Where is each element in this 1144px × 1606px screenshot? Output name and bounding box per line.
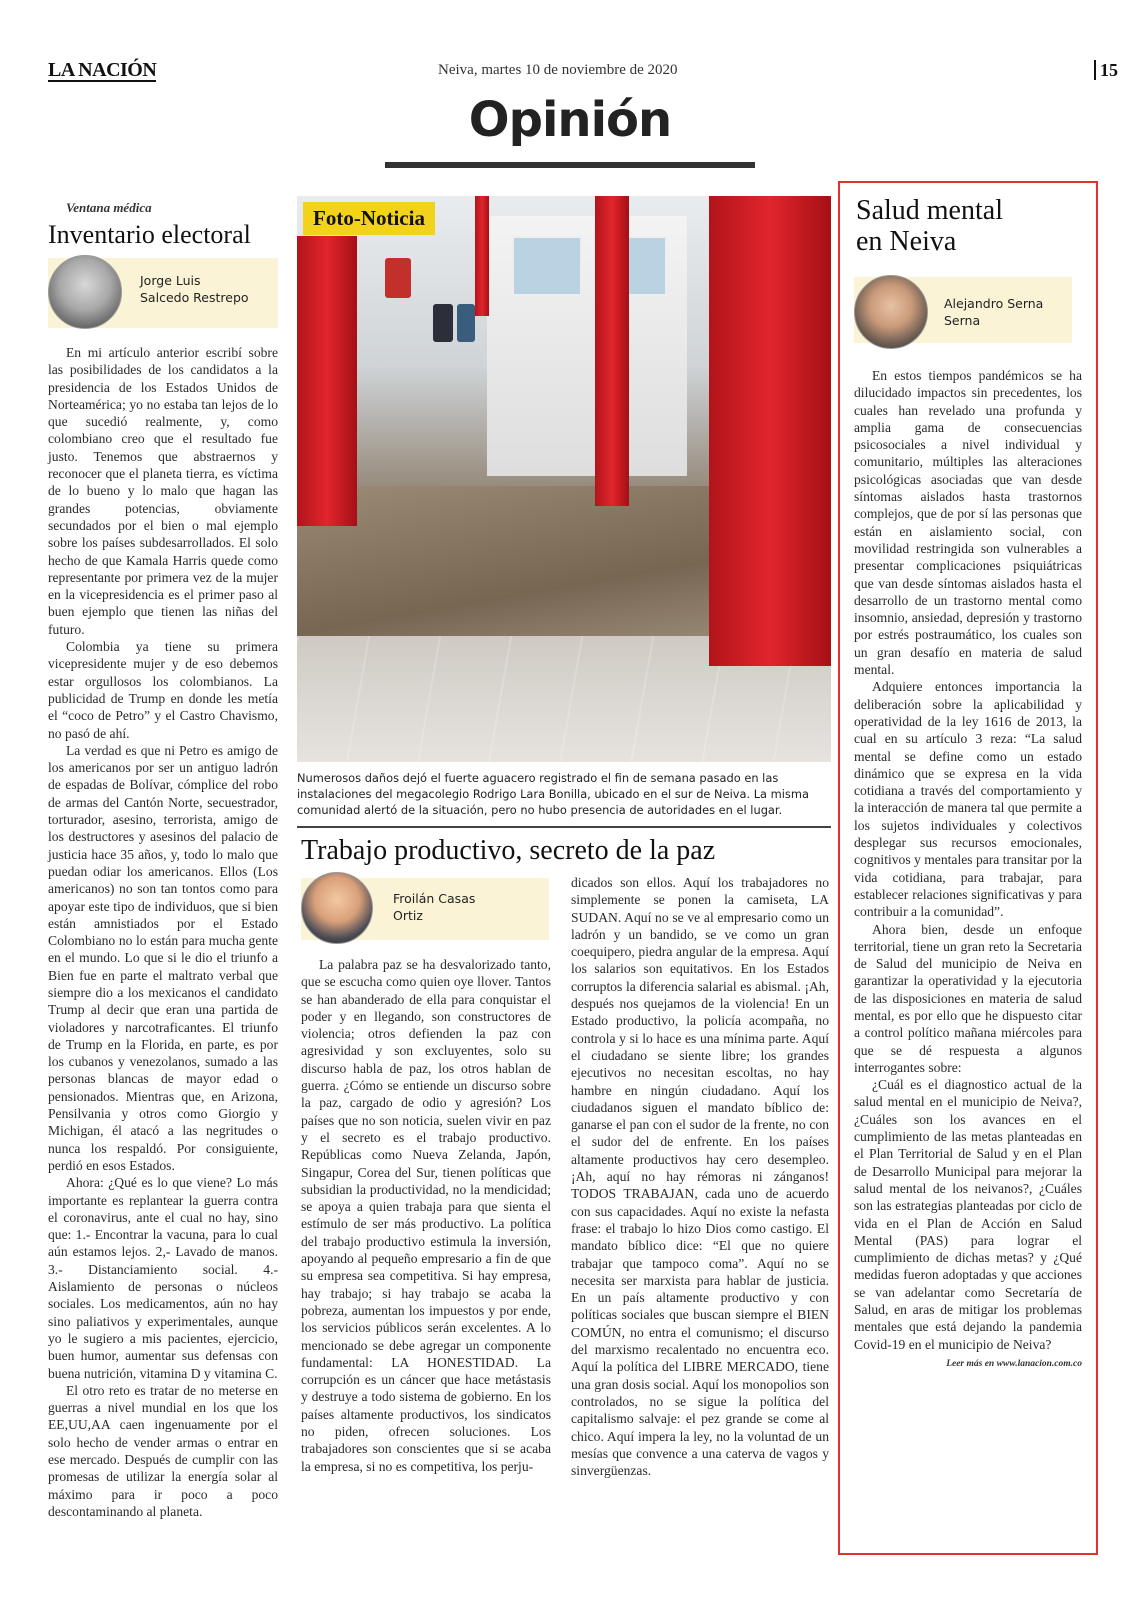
author-name: Jorge Luis Salcedo Restrepo [140,273,249,305]
article-title: Trabajo productivo, secreto de la paz [301,835,716,866]
paragraph: La verdad es que ni Petro es amigo de los americanos por ser un antiguo ladrón de espadas de Bolívar, cómplice del robo de armas del Cantón Norte, secuestrador, torturador, asesino, terrorista, amigo de los destructores y asesinos del palacio de justicia hace 35 años, y, todo lo malo que puedan odiar los americanos. Ellos (Los americanos) no son tan tontos como para apoyar este tipo de individuos, que si bien están amnistiados por el Estado Colombiano no lo están para mucha gente en el mundo. Lo que si le dio el triunfo a Bien fue en parte el maltrato verbal que siempre dio a los mexicanos el candidato Trump al decir que eran una partida de violadores y narcotraficantes. El triunfo de Trump en la Florida, en parte, es por los cubanos y venezolanos, sumado a las personas blancas de mayor edad o pensionados. Mientras que, en Arizona, Pensilvania y otros como Giorgio y Michigan, él atacó a las negritudes o nunca los respaldó. Por consiguiente, perdió en esos Estados. [48,742,278,1173]
paragraph: En mi artículo anterior escribí sobre las posibilidades de los candidatos a la presidencia de los Estados Unidos de Norteamérica; yo no estaba tan lejos de lo que sucedió realmente, y, como colombiano creo que el resultado fue justo. Tenemos que abstraernos y reconocer que el planeta tierra, es víctima de lo bueno y lo malo que hagan las grandes potencias, obviamente secundados por el bien o mal ejemplo sobre los países subdesarrollados. El solo hecho de que Kamala Harris quede como representante por primera vez de la mujer en la vicepresidencia es el primer paso al buen ejemplo que tienen las niñas del futuro. [48,345,278,637]
paragraph: Ahora: ¿Qué es lo que viene? Lo más importante es replantear la guerra contra el coronavirus, ante el cual no hay, sino que: 1.- Encontrar la vacuna, para lo cual aún estamos lejos. 2,- Lavado de manos. 3.- Distanciamiento social. 4.- Aislamiento de personas o núcleos sociales. Los medicamentos, aún no hay sino paliativos y experimentales, aunque yo le sugiero a mis pacientes, ejercicio, buen humor, aumentar sus defensas con buena nutrición, vitamina D y vitamina C. [48,1175,278,1381]
paragraph: Colombia ya tiene su primera vicepresidente mujer y de eso debemos estar orgullosos los colombianos. La publicidad de Trump en donde les metía el “coco de Petro” y el Castro Chavismo, no pasó de ahí. [48,639,278,741]
article-title: Salud mental en Neiva [856,195,1003,257]
news-photo [297,196,831,762]
red-pillar [297,236,357,526]
middle-column [297,196,831,1516]
photo-bin [433,304,453,342]
dateline: Neiva, martes 10 de noviembre de 2020 [438,62,678,78]
red-pillar [709,196,831,666]
photo-caption: Numerosos daños dejó el fuerte aguacero registrado el fin de semana pasado en las instalaciones del megacolegio Rodrigo Lara Bonilla, ubicado en el sur de Neiva. La misma comunidad alertó de la situación, pero no hubo presencia de autoridades en el lugar. [297,771,809,817]
red-pillar [595,196,629,506]
author-box [301,878,549,940]
photo-bin [457,304,475,342]
article-body [297,876,831,1516]
author-name: Alejandro Serna Serna [944,296,1044,328]
article-column [301,876,551,1475]
red-pillar [475,196,489,316]
paragraph: dicados son ellos. Aquí los trabajadores no simplemente se ponen la camiseta, LA SUDAN. Aquí no se ve al empresario como un ladrón y un bandido, se ve como un gran coequipero, piedra angular de la empresa. Aquí los salarios son equitativos. En los Estados corruptos la diferencia salarial es abismal. ¡Ah, después nos quejamos de la violencia! En un Estado productivo, la policía acompaña, no controla y si lo hace es una mínima parte. Aquí el ciudadano se siente libre; los grandes ejecutivos no necesitan escoltas, no hay hambre en ningún ciudadano. Aquí los ciudadanos siguen el mandato bíblico de: ganarse el pan con el sudor de la frente, no con el sudor del de enfrente. En los países altamente productivos hay cero desempleo. ¡Ah, aquí no hay rémoras ni zánganos! TODOS TRABAJAN, cada uno de acuerdo con sus capacidades. Aquí no existe la nefasta frase: el trabajo lo hizo Dios como castigo. El mandato bíblico dice: “El que no quiere trabajar que tampoco coma”. Aquí no se necesita ser marxista para hablar de justicia. En un país altamente productivo y con políticas sociales que buscan siempre el BIEN COMÚN, no entra el comunismo; el discurso del marxismo recalentado no encuentra eco. Aquí la política del LIBRE MERCADO, tiene una gran dosis social. Aquí los monopolios son controlados, no se sigue la política del capitalismo salvaje: el pez grande se come al chico. Aquí impera la ley, no la voluntad de un mesías que convence a una caterva de vagos y sinvergüenzas. [571,875,829,1479]
divider [297,826,831,828]
author-photo [301,872,373,944]
article-title: Inventario electoral [48,220,251,249]
paragraph: Ahora bien, desde un enfoque territorial, tiene un gran reto la Secretaria de Salud del municipio de Neiva en garantizar la operatividad y la ejecutoria de las disposiciones en materia de salud mental, es por ello que he dispuesto citar a control político mañana miércoles para que se dé respuesta a algunos interrogantes sobre: [854,921,1082,1075]
page-number: 15 [1094,60,1118,80]
article-kicker: Ventana médica [66,200,152,215]
photo-tag: Foto-Noticia [303,202,435,235]
paragraph: La palabra paz se ha desvalorizado tanto, que se escucha como quien oye llover. Tantos se han abanderado de ella para conquistar el poder y en llegando, son constructores de violencia; otros defienden la paz con agresividad y son excluyentes, solo su discurso habla de paz, los otros hablan de guerra. ¿Cómo se entiende un discurso sobre la paz, cargado de odio y agresión? Los países que no son noticia, suelen vivir en paz y el secreto es el trabajo productivo. Repúblicas como Nueva Zelanda, Japón, Singapur, Corea del Sur, tienen políticas que subsidian la productividad, no la mendicidad; se apoya a quien trabaja para que sienta el estímulo de ser más productivo. La política del trabajo productivo estimula la inversión, apoyando al pequeño empresario a fin de que su empresa sea competitiva. Si hay empresa, hay trabajo; si hay trabajo se acaba la pobreza, aumentan los impuestos y por ende, los servicios públicos serán excelentes. A lo mencionado se debe agregar un componente fundamental: LA HONESTIDAD. La corrupción es un cáncer que hace metástasis y destruye a todo sistema de gobierno. En los países altamente productivos, los sindicatos no piden, ofrecen soluciones. Los trabajadores son conscientes que si se acaba la empresa, si no es competitiva, los perju- [301,957,551,1474]
masthead [48,60,1118,90]
article-column [571,874,829,1479]
article-salud-mental [838,181,1098,1555]
article-body [854,367,1082,1353]
paragraph: El otro reto es tratar de no meterse en guerras a nivel mundial en los que los EE,UU,AA caen ingenuamente por el solo hecho de vender armas o entrar en ese mercado. Después de cumplir con las promesas de utilizar la energía solar al máximo para ir poco a poco descontaminando al planeta. [48,1382,278,1519]
photo-window [512,236,582,296]
paragraph: En estos tiempos pandémicos se ha dilucidado impactos sin precedentes, los cuales han revelado una profunda y amplia gama de consecuencias psicosociales a nivel individual y comunitario, múltiples las alteraciones psicológicas asociadas que van desde síntomas aislados hasta trastornos complejos, que de por sí las personas que están en aislamiento social, con movilidad restringida son vulnerables a presentar complicaciones psiquiátricas que van desde síntomas aislados hasta el desarrollo de un trastorno mental como insomnio, ansiedad, depresión y trastorno por estrés postraumático, los cuales son un gran desafío en materia de salud mental. [854,368,1082,678]
author-name: Froilán Casas Ortiz [393,891,476,923]
photo-extinguisher-box [385,258,411,298]
newspaper-logo: LA NACIÓN [48,59,157,81]
section-divider [385,162,755,168]
author-photo [48,255,122,329]
article-body [48,344,278,1520]
paragraph: Adquiere entonces importancia la deliberación sobre la aplicabilidad y operatividad de la ley 1616 de 2013, la cual en su artículo 3 reza: “La salud mental se define como un estado dinámico que se expresa en la vida cotidiana a través del comportamiento y la interacción de manera tal que permite a los sujetos individuales y colectivos desplegar sus recursos emocionales, cognitivos y mentales para transitar por la vida cotidiana, para trabajar, para establecer relaciones significativas y para contribuir a la comunidad”. [854,679,1083,920]
author-box [854,277,1072,343]
author-photo [854,275,928,349]
article-inventario-electoral [48,200,278,1520]
paragraph: ¿Cuál es el diagnostico actual de la salud mental en el municipio de Neiva?, ¿Cuáles son los avances en el cumplimiento de las metas planteadas en el Plan Territorial de Salud y en el Plan de Desarrollo Municipal para mejorar la salud mental de los neivanos?, ¿Cuáles son las estrategias planteadas por ciclo de vida en el Plan de Acción en Salud Mental (PAS) para lograr el cumplimiento de dichas metas? y ¿Qué medidas fueron adoptadas y que acciones se van adelantar como Secretaría de Salud, en aras de mitigar los problemas mentales que está dejando la pandemia Covid-19 en el municipio de Neiva? [854,1077,1082,1352]
author-box [48,258,278,328]
read-more-link[interactable]: Leer más en www.lanacion.com.co [946,1358,1082,1369]
section-title: Opinión [468,92,672,148]
